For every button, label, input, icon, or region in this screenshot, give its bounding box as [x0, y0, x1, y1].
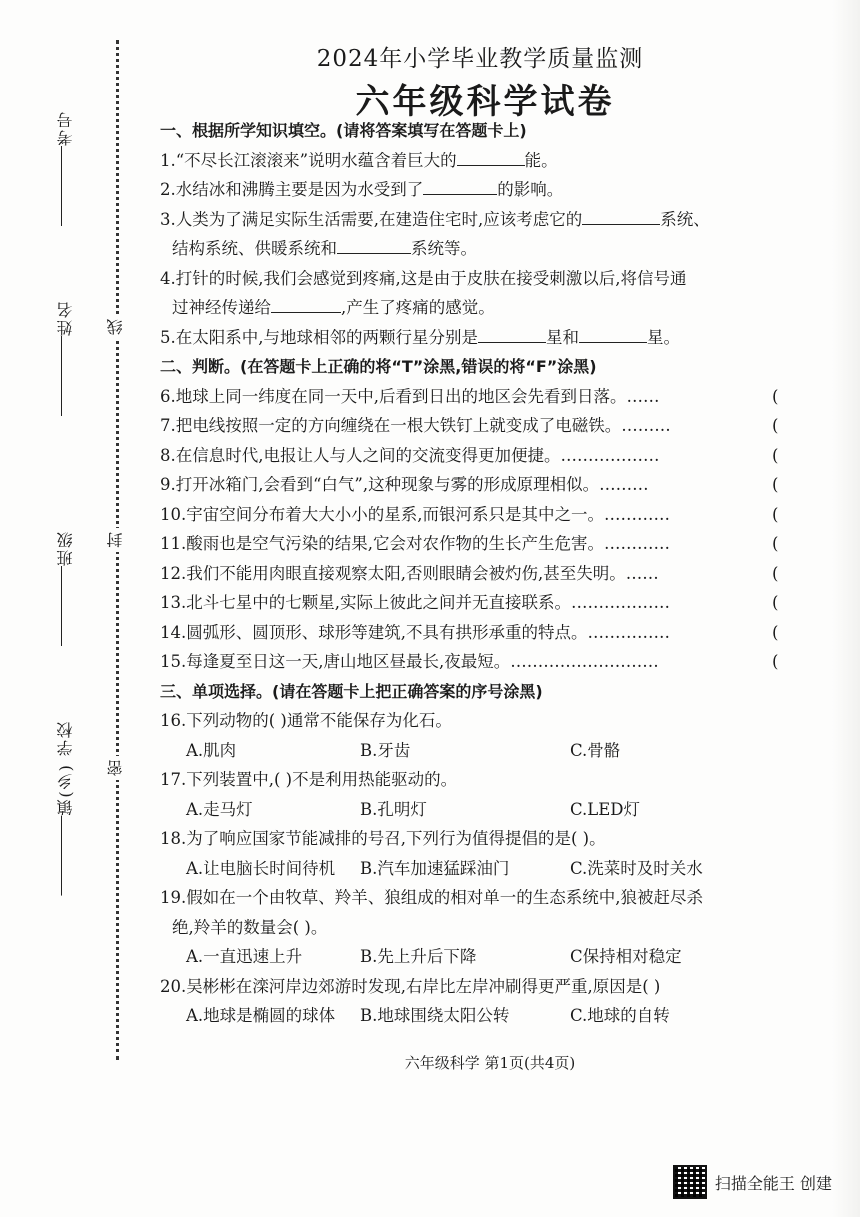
judge-item-12: 12.我们不能用肉眼直接观察太阳,否则眼睛会被灼伤,甚至失明。…… (: [160, 563, 779, 583]
question-3: 3.人类为了满足实际生活需要,在建造住宅时,应该考虑它的 系统、: [160, 205, 840, 235]
option-c: C.骨骼: [570, 740, 621, 760]
exam-subtitle: 2024年小学毕业教学质量监测: [316, 46, 644, 72]
question-17: 17.下列装置中,( )不是利用热能驱动的。: [160, 770, 458, 789]
scan-edge-shadow: [832, 0, 860, 1217]
question-20-options: [160, 1001, 840, 1031]
name-label: 姓名: [54, 300, 77, 416]
judge-item-7: 7.把电线按照一定的方向缠绕在一根大铁钉上就变成了电磁铁。……… (: [160, 416, 779, 435]
option-b: B.汽车加速猛踩油门: [360, 858, 510, 878]
class-label: 班级: [54, 530, 77, 646]
exam-number-label: 考号: [54, 110, 77, 226]
question-1: 1.“不尽长江滚滚来”说明水蕴含着巨大的 能。: [160, 146, 840, 176]
section2-heading: 二、判断。(在答题卡上正确的将“T”涂黑,错误的将“F”涂黑): [160, 357, 597, 376]
judge-item-15: 15.每逢夏至日这一天,唐山地区昼最长,夜最短。……………………… (: [160, 652, 779, 671]
scanner-watermark-text: 扫描全能王 创建: [714, 1173, 832, 1193]
section1-heading: 一、根据所学知识填空。(请将答案填写在答题卡上): [160, 121, 527, 140]
seal-feng-char: 封: [107, 528, 125, 552]
judge-item-13: 13.北斗七星中的七颗星,实际上彼此之间并无直接联系。……………… (: [160, 593, 779, 612]
option-b: B.孔明灯: [360, 799, 427, 819]
town-school-label: 镇(乡) 学校: [54, 720, 77, 896]
judge-item-8: 8.在信息时代,电报让人与人之间的交流变得更加便捷。……………… (: [160, 445, 779, 465]
option-b: B.地球围绕太阳公转: [360, 1006, 510, 1025]
question-17-options: [160, 795, 840, 825]
question-4-cont: 过神经传递给 ,产生了疼痛的感觉。: [160, 293, 840, 323]
option-a: A.一直迅速上升: [186, 947, 303, 966]
question-19-cont: 绝,羚羊的数量会( )。: [172, 917, 328, 937]
option-a: A.让电脑长时间待机: [186, 858, 336, 878]
question-18: 18.为了响应国家节能减排的号召,下列行为值得提倡的是( )。: [160, 829, 606, 848]
judge-item-10: 10.宇宙空间分布着大大小小的星系,而银河系只是其中之一。………… (: [160, 504, 779, 524]
question-19-options: [160, 942, 840, 972]
exam-content: [160, 116, 840, 1031]
page-footer: 六年级科学 第1页(共4页): [404, 1054, 576, 1072]
option-c: C.地球的自转: [570, 1006, 670, 1025]
judge-item-6: 6.地球上同一纬度在同一天中,后看到日出的地区会先看到日落。…… (: [160, 386, 779, 406]
question-20: 20.吴彬彬在滦河岸边郊游时发现,右岸比左岸冲刷得更严重,原因是( ): [160, 976, 661, 996]
judge-item-14: 14.圆弧形、圆顶形、球形等建筑,不具有拱形承重的特点。…………… (: [160, 622, 779, 642]
section3-heading: 三、单项选择。(请在答题卡上把正确答案的序号涂黑): [160, 681, 543, 701]
exam-title: 六年级科学试卷: [355, 82, 615, 122]
question-16: 16.下列动物的( )通常不能保存为化石。: [160, 711, 452, 730]
question-19: 19.假如在一个由牧草、羚羊、狼组成的相对单一的生态系统中,狼被赶尽杀: [160, 888, 703, 907]
question-5: 5.在太阳系中,与地球相邻的两颗行星分别是 星和 星。: [160, 323, 840, 353]
scanner-watermark: [673, 1165, 832, 1199]
option-b: B.先上升后下降: [360, 947, 477, 966]
option-a: A.走马灯: [186, 799, 253, 819]
seal-line-char: 线: [107, 315, 125, 339]
question-4: 4.打针的时候,我们会感觉到疼痛,这是由于皮肤在接受刺激以后,将信号通: [160, 268, 687, 288]
option-c: C.LED灯: [570, 799, 641, 819]
option-a: A.肌肉: [186, 740, 237, 760]
judge-item-9: 9.打开冰箱门,会看到“白气”,这种现象与雾的形成原理相似。……… (: [160, 475, 779, 494]
question-16-options: [160, 736, 840, 766]
judge-item-11: 11.酸雨也是空气污染的结果,它会对农作物的生长产生危害。………… (: [160, 534, 779, 553]
question-2: 2.水结冰和沸腾主要是因为水受到了 的影响。: [160, 175, 840, 205]
question-3-cont: 结构系统、供暖系统和 系统等。: [160, 234, 840, 264]
qr-code-icon: [673, 1165, 707, 1199]
seal-mi-char: 密: [107, 756, 125, 780]
question-18-options: [160, 854, 840, 884]
option-a: A.地球是椭圆的球体: [186, 1006, 336, 1025]
option-c: C保持相对稳定: [570, 947, 682, 966]
option-c: C.洗菜时及时关水: [570, 858, 703, 878]
option-b: B.牙齿: [360, 740, 411, 760]
